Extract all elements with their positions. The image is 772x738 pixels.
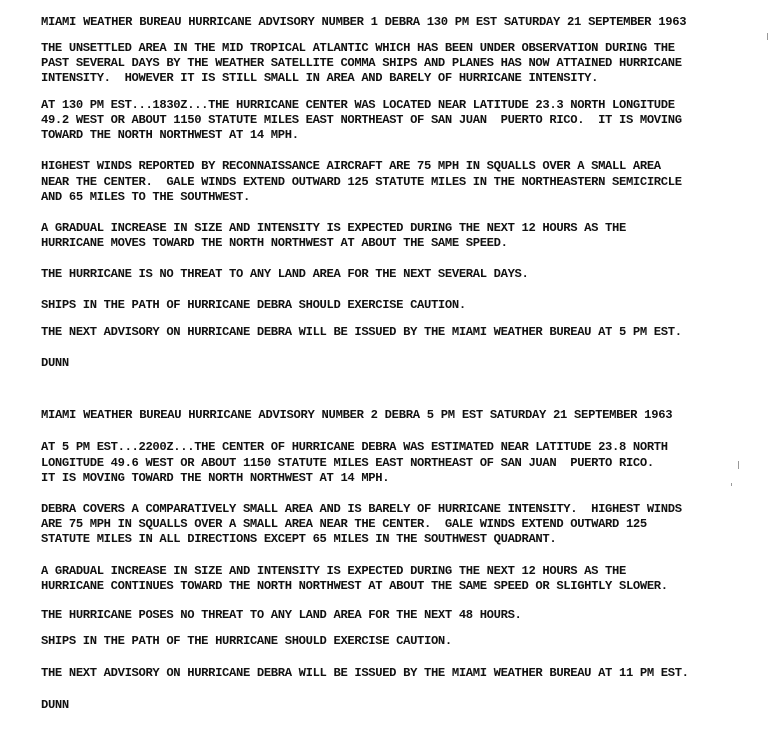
advisory-1-p5: THE HURRICANE IS NO THREAT TO ANY LAND AREA FOR THE NEXT SEVERAL DAYS.	[41, 267, 529, 281]
advisory-2-p3-line-1: A GRADUAL INCREASE IN SIZE AND INTENSITY IS EXPECTED DURING THE NEXT 12 HOURS AS THE	[41, 564, 626, 578]
advisory-2-p1-line-1: AT 5 PM EST...2200Z...THE CENTER OF HURRICANE DEBRA WAS ESTIMATED NEAR LATITUDE 23.8 NORTH	[41, 440, 668, 454]
advisory-1-p3-line-3: AND 65 MILES TO THE SOUTHWEST.	[41, 190, 250, 204]
advisory-1-p7: THE NEXT ADVISORY ON HURRICANE DEBRA WILL BE ISSUED BY THE MIAMI WEATHER BUREAU AT 5 PM EST.	[41, 325, 682, 339]
advisory-1-p4-line-1: A GRADUAL INCREASE IN SIZE AND INTENSITY IS EXPECTED DURING THE NEXT 12 HOURS AS THE	[41, 221, 626, 235]
scan-mark	[738, 461, 739, 469]
advisory-2-p1-line-3: IT IS MOVING TOWARD THE NORTH NORTHWEST AT 14 MPH.	[41, 471, 390, 485]
advisory-1-p1-line-1: THE UNSETTLED AREA IN THE MID TROPICAL ATLANTIC WHICH HAS BEEN UNDER OBSERVATION DURING THE	[41, 41, 675, 55]
advisory-2-p2-line-1: DEBRA COVERS A COMPARATIVELY SMALL AREA AND IS BARELY OF HURRICANE INTENSITY. HIGHEST WINDS	[41, 502, 682, 516]
advisory-1-p1-line-2: PAST SEVERAL DAYS BY THE WEATHER SATELLITE COMMA SHIPS AND PLANES HAS NOW ATTAINED HURRICANE	[41, 56, 682, 70]
scan-mark	[767, 33, 768, 40]
advisory-2-header: MIAMI WEATHER BUREAU HURRICANE ADVISORY NUMBER 2 DEBRA 5 PM EST SATURDAY 21 SEPTEMBER 1963	[41, 408, 673, 422]
advisory-2-p2-line-3: STATUTE MILES IN ALL DIRECTIONS EXCEPT 65 MILES IN THE SOUTHWEST QUADRANT.	[41, 532, 557, 546]
advisory-1-p3-line-2: NEAR THE CENTER. GALE WINDS EXTEND OUTWARD 125 STATUTE MILES IN THE NORTHEASTERN SEMICIRCLE	[41, 175, 682, 189]
advisory-1-p2-line-3: TOWARD THE NORTH NORTHWEST AT 14 MPH.	[41, 128, 299, 142]
advisory-1-p6: SHIPS IN THE PATH OF HURRICANE DEBRA SHOULD EXERCISE CAUTION.	[41, 298, 466, 312]
advisory-1-p3-line-1: HIGHEST WINDS REPORTED BY RECONNAISSANCE AIRCRAFT ARE 75 MPH IN SQUALLS OVER A SMALL AREA	[41, 159, 661, 173]
advisory-2-p6: THE NEXT ADVISORY ON HURRICANE DEBRA WILL BE ISSUED BY THE MIAMI WEATHER BUREAU AT 11 PM EST.	[41, 666, 689, 680]
advisory-2-p4: THE HURRICANE POSES NO THREAT TO ANY LAND AREA FOR THE NEXT 48 HOURS.	[41, 608, 522, 622]
advisory-2-p1-line-2: LONGITUDE 49.6 WEST OR ABOUT 1150 STATUTE MILES EAST NORTHEAST OF SAN JUAN PUERTO RICO.	[41, 456, 654, 470]
advisory-1-header: MIAMI WEATHER BUREAU HURRICANE ADVISORY NUMBER 1 DEBRA 130 PM EST SATURDAY 21 SEPTEMBER 1963	[41, 15, 687, 29]
advisory-1-p2-line-1: AT 130 PM EST...1830Z...THE HURRICANE CENTER WAS LOCATED NEAR LATITUDE 23.3 NORTH LONGITUDE	[41, 98, 675, 112]
scan-mark	[731, 483, 732, 486]
advisory-2-p3-line-2: HURRICANE CONTINUES TOWARD THE NORTH NORTHWEST AT ABOUT THE SAME SPEED OR SLIGHTLY SLOWER.	[41, 579, 668, 593]
advisory-1-p2-line-2: 49.2 WEST OR ABOUT 1150 STATUTE MILES EAST NORTHEAST OF SAN JUAN PUERTO RICO. IT IS MOVING	[41, 113, 682, 127]
advisory-1-p1-line-3: INTENSITY. HOWEVER IT IS STILL SMALL IN AREA AND BARELY OF HURRICANE INTENSITY.	[41, 71, 599, 85]
advisory-1-signature: DUNN	[41, 356, 69, 370]
advisory-2-signature: DUNN	[41, 698, 69, 712]
advisory-1-p4-line-2: HURRICANE MOVES TOWARD THE NORTH NORTHWEST AT ABOUT THE SAME SPEED.	[41, 236, 508, 250]
advisory-2-p2-line-2: ARE 75 MPH IN SQUALLS OVER A SMALL AREA NEAR THE CENTER. GALE WINDS EXTEND OUTWARD 125	[41, 517, 647, 531]
advisory-2-p5: SHIPS IN THE PATH OF THE HURRICANE SHOULD EXERCISE CAUTION.	[41, 634, 452, 648]
